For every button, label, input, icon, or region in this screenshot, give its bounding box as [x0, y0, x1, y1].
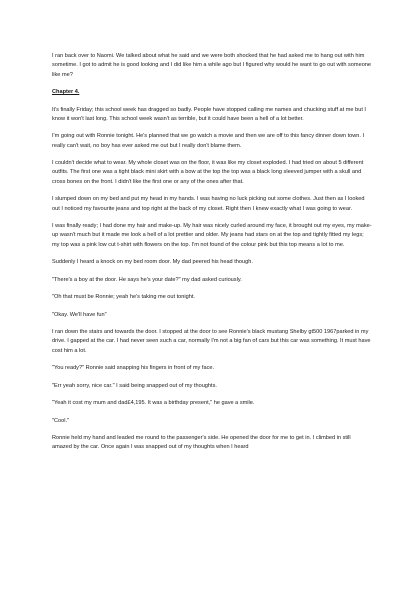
paragraph: I couldn't decide what to wear. My whole closet was on the floor, it was like my closet exploded. I had tried on about 5 different outfits. The first one was a tight black mini skirt with a bow at the top the top was a black long sleeved jumper with a skull and cross bones on the front. I didn't like the first one or any of the ones after that.: [52, 160, 364, 185]
paragraph: Ronnie held my hand and leaded me round to the passenger's side. He opened the door for me to get in. I climbed in still amazed by the car. Once again I was snapped out of my thoughts when I heard: [52, 435, 351, 451]
paragraph: I was finally ready; I had done my hair and make-up. My hair was nicely curled around my face, it brought out my eyes, my make-up wasn't much but it made me look a hell of a lot prettier and older. My jeans had stars on at the top and tightly fitted my legs; my top was a pink low cut t-shirt with flowers on the top. I'm not found of the colour pink but this top means a lot to me.: [52, 222, 372, 248]
paragraph: "You ready?" Ronnie said snapping his fingers in front of my face.: [52, 365, 215, 372]
paragraph: "Oh that must be Ronnie; yeah he's taking me out tonight.: [52, 294, 195, 301]
paragraph: "Cool.": [52, 417, 70, 424]
paragraph: I ran back over to Naomi. We talked about what he said and we were both shocked that he had asked me to hang out with him sometime. I got to admit he is good looking and I did like him a while ago but I figured why would he want to go out with someone like me?: [52, 53, 372, 78]
paragraph: I slumped down on my bed and put my head in my hands. I was having no luck picking out some clothes. Just then as I looked out I noticed my favourite jeans and top right at the back of my closet. Right then I knew exactly what I was going to wear.: [52, 196, 365, 212]
paragraph: Suddenly I heard a knock on my bed room door. My dad peered his head though.: [52, 259, 253, 266]
chapter-heading: Chapter 4.: [52, 89, 80, 96]
paragraph: I ran down the stairs and towards the door. I stopped at the door to see Ronnie's black mustang Shelby gt500 1967parked in my drive. I gapped at the car. I had never seen such a car, normally I'm not a big fan of cars but this car was something. It must have cost him a lot.: [52, 329, 371, 354]
paragraph: "Err yeah sorry, nice car." I said being snapped out of my thoughts.: [52, 382, 217, 389]
document-page: [52, 52, 372, 461]
paragraph: "Yeah it cost my mum and dad£4,195. It was a birthday present," he gave a smile.: [52, 400, 255, 407]
paragraph: "There's a boy at the door. He says he's your date?" my dad asked curiously.: [52, 276, 242, 283]
paragraph: I'm going out with Ronnie tonight. He's planned that we go watch a movie and then we are off to this fancy dinner down town. I really can't wait, no boy has ever asked me out but I really don't blame them.: [52, 133, 365, 149]
paragraph: It's finally Friday; this school week has dragged so badly. People have stopped calling me names and chucking stuff at me but I know it won't last long. This school week wasn't as terrible, but it could have been a hell of a lot better.: [52, 106, 366, 122]
paragraph: "Okay. We'll have fun": [52, 311, 107, 318]
